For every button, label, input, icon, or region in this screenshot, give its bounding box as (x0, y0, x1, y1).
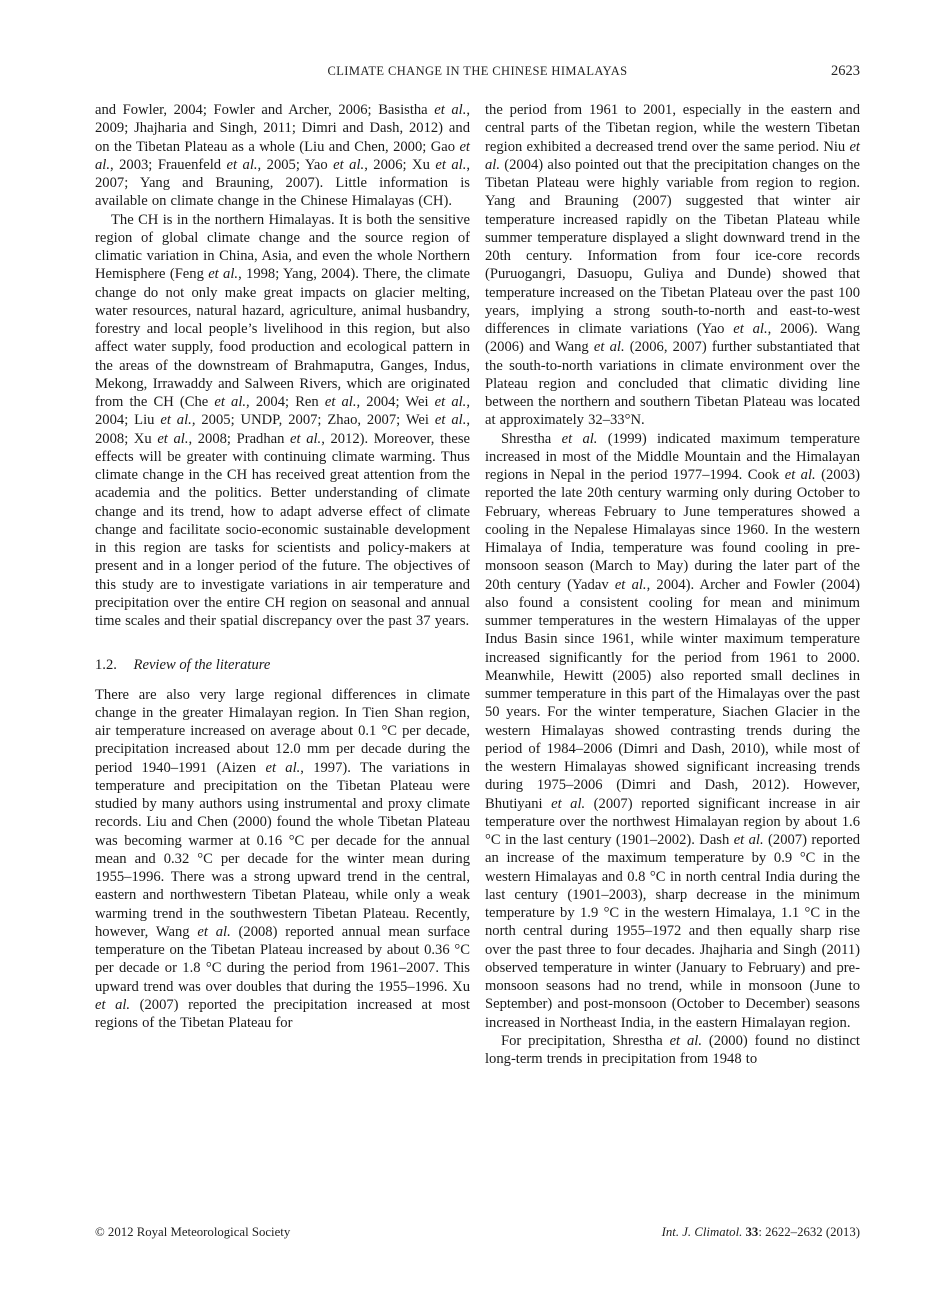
page-number: 2623 (831, 63, 860, 79)
left-column (95, 101, 470, 1068)
paragraph: There are also very large regional differences in climate change in the greater Himalayan region. In Tien Shan region, air temperature increased on average about 0.1 °C per decade, precipitation increased about 12.0 mm per decade during the period 1940–1991 (Aizen et al., 1997). The variations in temperature and precipitation on the Tibetan Plateau were studied by many authors using instrumental and proxy climate records. Liu and Chen (2000) found the whole Tibetan Plateau was becoming warmer at 0.16 °C per decade for the annual mean and 0.32 °C per decade for the winter mean during 1955–1996. There was a strong upward trend in the central, eastern and northwestern Tibetan Plateau, while only a weak warming trend in the southwestern Tibetan Plateau. Recently, however, Wang et al. (2008) reported annual mean surface temperature on the Tibetan Plateau increased by about 0.36 °C per decade or 1.8 °C during the period from 1961–2007. This upward trend was over doubles that during the 1955–1996. Xu et al. (2007) reported the precipitation increased at most regions of the Tibetan Plateau for (95, 686, 471, 1031)
paragraph: Shrestha et al. (1999) indicated maximum temperature increased in most of the Middle Mountain and the Himalayan regions in Nepal in the period 1977–1994. Cook et al. (2003) reported the late 20th century warming only during October to February, whereas February to June temperatures showed a cooling in the Nepalese Himalayas since 1960. In the western Himalaya of India, temperature was found cooling in pre-monsoon season (March to May) during the later part of the 20th century (Yadav et al., 2004). Archer and Fowler (2004) also found a consistent cooling for mean and minimum summer temperatures in the western Himalayas of the upper Indus Basin since 1961, while winter maximum temperature increased significantly for the period from 1961 to 2000. Meanwhile, Hewitt (2005) also reported small declines in summer temperature in this part of the Himalayas over the past 50 years. For the winter temperature, Siachen Glacier in the western Himalayas showed contrasting trends during the period of 1984–2006 (Dimri and Dash, 2010), while most of the western Himalayas showed significant increasing trends during 1975–2006 (Dimri and Dash, 2012). However, Bhutiyani et al. (2007) reported significant increase in air temperature over the northwest Himalayan region by about 1.6 °C in the last century (1901–2002). Dash et al. (2007) reported an increase of the maximum temperature by 0.9 °C in the western Himalayas and 0.8 °C in north central India during the last century (1901–2003), sharp decrease in the minimum temperature by 1.9 °C in the western Himalaya, 1.1 °C in the north central during 1955–1972 and then equally sharp rise over the past three to four decades. Jhajharia and Singh (2011) observed temperature in winter (January to February) and pre-monsoon seasons had no trend, while in monsoon (June to September) and post-monsoon (October to December) seasons increased in Northeast India, in the eastern Himalayan region. (485, 430, 860, 1031)
journal-pages: : 2622–2632 (2013) (758, 1225, 860, 1239)
running-title: CLIMATE CHANGE IN THE CHINESE HIMALAYAS (327, 64, 628, 78)
two-column-body (95, 101, 860, 1068)
page-footer (95, 1225, 860, 1240)
section-number: 1.2. (95, 657, 117, 674)
journal-citation (662, 1225, 860, 1240)
paragraph: For precipitation, Shrestha et al. (2000) found no distinct long-term trends in precipitation from 1948 to (485, 1032, 860, 1067)
paragraph: The CH is in the northern Himalayas. It is both the sensitive region of global climate change and the source region of climatic variation in China, Asia, and even the whole Northern Hemisphere (Feng et al., 1998; Yang, 2004). There, the climate change do not only make great impacts on glacier melting, water resources, natural hazard, agriculture, animal husbandry, forestry and local people’s livelihood in this region, but also affect water supply, food production and ecological pattern in the areas of the downstream of Brahmaputra, Ganges, Indus, Mekong, Irrawaddy and Salween Rivers, which are originated from the CH (Che et al., 2004; Ren et al., 2004; Wei et al., 2004; Liu et al., 2005; UNDP, 2007; Zhao, 2007; Wei et al., 2008; Xu et al., 2008; Pradhan et al., 2012). Moreover, these effects will be greater with continuing climate warming. Thus climate change in the CH has received great attention from the academia and the politics. Better understanding of climate change and its trend, how to adapt adverse effect of climate change and facilitate socio-economic sustainable development in this region are tasks for scientists and policy-makers at present and in a longer period of the future. The objectives of this study are to investigate variations in air temperature and precipitation over the entire CH region on seasonal and annual time scales and their spatial discrepancy over the past 37 years. (95, 211, 471, 629)
right-column (485, 101, 860, 1068)
page-header (95, 64, 860, 84)
paragraph-continuation: and Fowler, 2004; Fowler and Archer, 2006; Basistha et al., 2009; Jhajharia and Singh, 2011; Dimri and Dash, 2012) and on the Tibetan Plateau as a whole (Liu and Chen, 2000; Gao et al., 2003; Frauenfeld et al., 2005; Yao et al., 2006; Xu et al., 2007; Yang and Brauning, 2007). Little information is available on climate change in the Chinese Himalayas (CH). (95, 102, 471, 210)
section-title: Review of the literature (133, 657, 271, 674)
paragraph-continuation: the period from 1961 to 2001, especially in the eastern and central parts of the Tibetan region, while the western Tibetan region exhibited a decreased trend over the same period. Niu et al. (2004) also pointed out that the precipitation changes on the Tibetan Plateau were highly variable from region to region. Yang and Brauning (2007) suggested that winter air temperature increased rapidly on the Tibetan Plateau while summer temperature displayed a slight downward trend in the 20th century. Information from four ice-core records (Puruogangri, Dasuopu, Guliya and Dunde) showed that temperature increased on the Tibetan Plateau over the past 100 years, implying a strong south-to-north and east-to-west differences in climate variations (Yao et al., 2006). Wang (2006) and Wang et al. (2006, 2007) further substantiated that the south-to-north variations in climate environment over the Plateau region and concluded that climatic dividing line between the northern and southern Tibetan Plateau was located at approximately 32–33°N. (485, 102, 860, 429)
copyright-notice: © 2012 Royal Meteorological Society (95, 1225, 291, 1239)
section-heading (95, 656, 470, 674)
journal-name: Int. J. Climatol. (661, 1225, 743, 1239)
journal-volume: 33 (745, 1225, 759, 1239)
